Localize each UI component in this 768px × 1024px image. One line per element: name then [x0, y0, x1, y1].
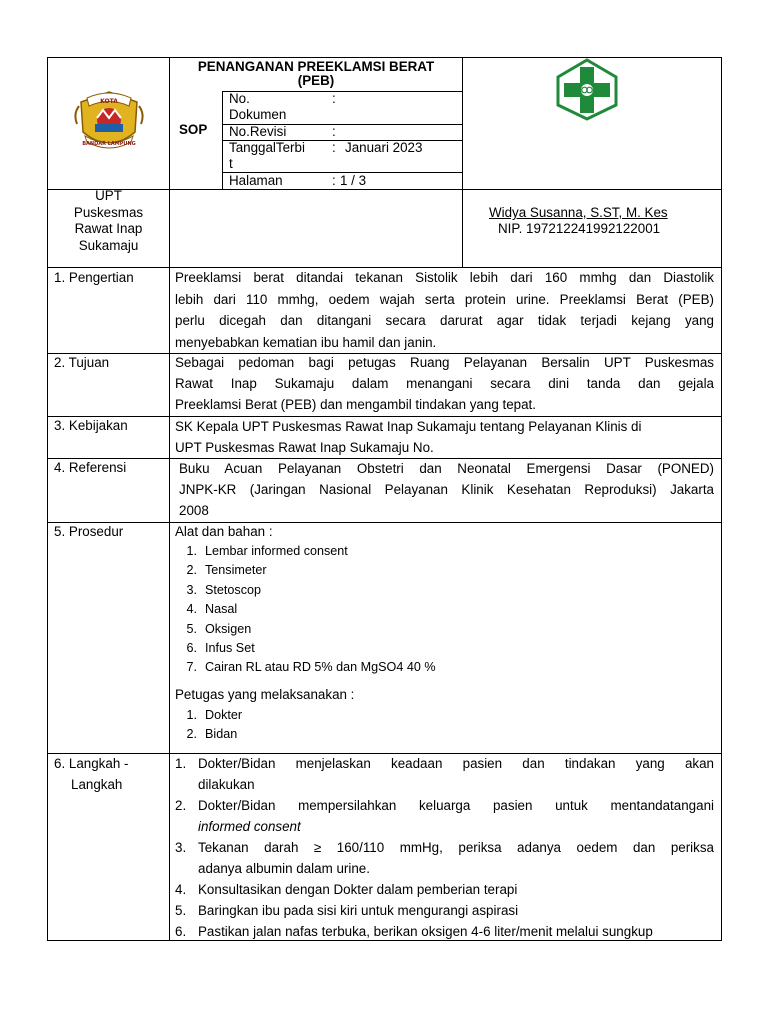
- svg-text:BANDAR LAMPUNG: BANDAR LAMPUNG: [82, 141, 136, 147]
- list-item: 6. Infus Set: [186, 640, 255, 655]
- step-item: 3. Tekanan darah ≥ 160/110 mmHg, periksa adanya oedem dan periksa adanya albumin dalam urine.: [175, 840, 714, 876]
- list-item: 5. Oksigen: [186, 621, 252, 636]
- step-item: 6. Pastikan jalan nafas terbuka, berikan oksigen 4-6 liter/menit melalui sungkup: [175, 924, 653, 939]
- section-body-referensi: Buku Acuan Pelayanan Obstetri dan Neonatal Emergensi Dasar (PONED) JNPK-KR (Jaringan Nasional Pelayanan Klinik Kesehatan Reproduksi) Jakarta 2008: [179, 461, 714, 518]
- section-label-langkah-line2: Langkah: [71, 777, 123, 792]
- list-item: 7. Cairan RL atau RD 5% dan MgSO4 40 %: [186, 660, 436, 675]
- alat-bahan-list: [181, 542, 581, 678]
- step-item: 1. Dokter/Bidan menjelaskan keadaan pasien dan tindakan yang akan dilakukan: [175, 756, 714, 792]
- petugas-title: Petugas yang melaksanakan :: [175, 687, 355, 702]
- section-label-pengertian: 1. Pengertian: [54, 270, 134, 285]
- document-title: PENANGANAN PREEKLAMSI BERAT: [197, 59, 435, 74]
- section-body-tujuan: Sebagai pedoman bagi petugas Ruang Pelayanan Bersalin UPT Puskesmas Rawat Inap Sukamaju dalam menangani secara dini tanda dan gejala Preeklamsi Berat (PEB) dan mengambil tindakan yang tepat.: [175, 355, 714, 412]
- list-item: 4. Nasal: [186, 602, 238, 617]
- city-emblem-icon: [73, 88, 145, 156]
- section-body-pengertian: Preeklamsi berat ditandai tekanan Sistolik lebih dari 160 mmhg dan Diastolik lebih dari 110 mmhg, oedem wajah serta protein urine. Preeklamsi Berat (PEB) perlu dicegah dan ditangani secara darurat agar tidak terjadi kejang yang menyebabkan kematian ibu hamil dan janin.: [175, 270, 714, 350]
- list-item: 3. Stetoscop: [186, 582, 262, 597]
- petugas-list: [181, 706, 581, 745]
- step-item: 4. Konsultasikan dengan Dokter dalam pemberian terapi: [175, 882, 518, 897]
- list-item: 2. Bidan: [186, 727, 238, 742]
- step-item: 5. Baringkan ibu pada sisi kiri untuk mengurangi aspirasi: [175, 903, 519, 918]
- document-title-line2: (PEB): [297, 73, 335, 88]
- sop-label: SOP: [179, 122, 208, 137]
- puskesmas-logo-icon: [553, 57, 621, 121]
- step-item: 2. Dokter/Bidan mempersilahkan keluarga pasien untuk mentandatangani informed consent: [175, 798, 714, 834]
- section-label-tujuan: 2. Tujuan: [54, 355, 110, 370]
- list-item: 1. Dokter: [186, 708, 243, 722]
- langkah-steps: [175, 753, 714, 942]
- list-item: 1. Lembar informed consent: [186, 544, 348, 558]
- alat-bahan-title: Alat dan bahan :: [175, 524, 273, 539]
- section-label-kebijakan: 3. Kebijakan: [54, 418, 128, 433]
- section-label-prosedur: 5. Prosedur: [54, 524, 124, 539]
- signatory-nip: NIP. 197212241992122001: [498, 221, 661, 236]
- section-label-referensi: 4. Referensi: [54, 460, 127, 475]
- section-body-kebijakan: SK Kepala UPT Puskesmas Rawat Inap Sukamaju tentang Pelayanan Klinis di UPT Puskesmas Rawat Inap Sukamaju No.: [175, 419, 642, 455]
- svg-text:KOTA: KOTA: [100, 98, 118, 105]
- list-item: 2. Tensimeter: [186, 563, 267, 578]
- signatory-name: Widya Susanna, S.ST, M. Kes: [489, 205, 668, 220]
- section-label-langkah: 6. Langkah -: [54, 756, 129, 771]
